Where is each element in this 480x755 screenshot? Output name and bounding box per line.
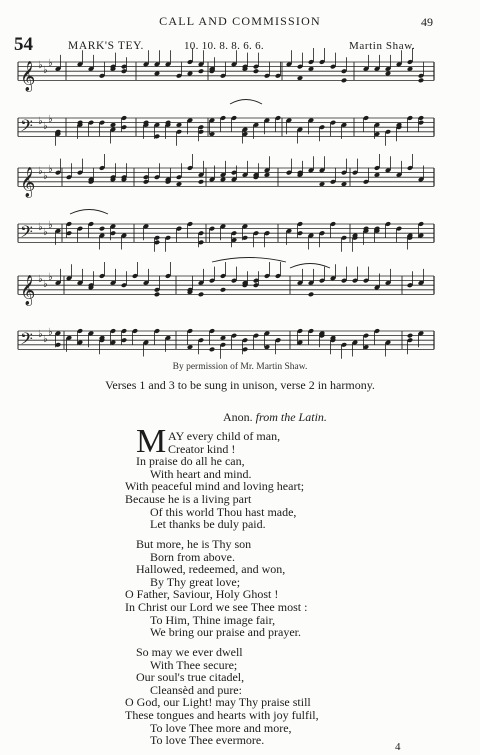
key-signature-flat: ♭ [43,171,48,182]
key-signature-flat: ♭ [43,227,48,238]
clef: 𝄞 [20,275,36,306]
author: Anon. [223,410,253,424]
note-head [154,292,160,298]
clef: 𝄢 [20,115,33,140]
music-score [0,0,480,370]
key-signature-flat: ♭ [48,220,53,231]
verse-line: We bring our praise and prayer. [150,625,301,640]
note-head [407,333,413,339]
verse-line: Creator kind ! [168,441,236,456]
note-head [308,292,314,298]
verse-line: Our soul's true citadel, [136,670,245,685]
verse-line: Cleansèd and pure: [150,682,242,697]
note-head [418,78,424,84]
key-signature-flat: ♭ [38,116,43,127]
verse-line: In Christ our Lord we see Thee most : [125,600,308,614]
slur [290,264,330,269]
verse-line: So may we ever dwell [136,645,243,659]
verse-line: With peaceful mind and loving heart; [125,479,305,494]
verse-line: O God, our Light! may Thy praise still [125,695,311,710]
hymn-number: 54 [14,34,33,55]
key-signature-flat: ♭ [38,166,43,177]
verse-line: O Father, Saviour, Holy Ghost ! [125,587,279,602]
verse-line: Of this world Thou hast made, [150,504,297,519]
verse-line: But more, he is Thy son [136,537,252,551]
note-head [198,68,204,74]
slur [70,210,108,215]
clef: 𝄢 [20,221,33,246]
note-head [198,292,204,298]
note-head [198,179,204,185]
note-head [220,287,226,293]
key-signature-flat: ♭ [43,334,48,345]
note-head [209,347,215,353]
page-number: 49 [421,15,433,29]
verse-line: Born from above. [150,549,235,564]
attribution-source: from the Latin. [255,410,327,424]
key-signature-flat: ♭ [48,272,53,283]
verse-line: Let thanks be duly paid. [150,517,266,532]
key-signature-flat: ♭ [48,164,53,175]
tune-name: MARK'S TEY. [68,40,144,52]
performance-note: Verses 1 and 3 to be sung in unison, verse 2 in harmony. [105,378,375,392]
drop-cap: M [136,423,167,460]
slur [230,100,262,105]
key-signature-flat: ♭ [48,114,53,125]
verse-line: Hallowed, redeemed, and won, [136,562,286,577]
verse-line: These tongues and hearts with joy fulfil, [125,708,319,722]
key-signature-flat: ♭ [43,121,48,132]
clef: 𝄞 [20,167,36,198]
clef: 𝄢 [20,328,33,353]
composer: Martin Shaw. [349,40,416,52]
attribution [223,410,327,425]
note-head [341,78,347,84]
verse-line: To love Thee evermore. [150,733,265,748]
permission-note: By permission of Mr. Martin Shaw. [172,362,308,372]
verse-line: To love Thee more and more, [150,720,292,735]
verse-line: To Him, Thine image fair, [150,612,276,627]
key-signature-flat: ♭ [38,222,43,233]
verse-line: With Thee secure; [150,657,238,672]
verse-line: AY every child of man, [168,429,281,443]
key-signature-flat: ♭ [48,327,53,338]
clef: 𝄞 [20,61,36,92]
verse-line: By Thy great love; [150,574,241,589]
key-signature-flat: ♭ [38,60,43,71]
key-signature-flat: ♭ [43,279,48,290]
verse-line: In praise do all he can, [136,454,245,469]
key-signature-flat: ♭ [48,58,53,69]
meter: 10. 10. 8. 8. 6. 6. [184,40,264,52]
key-signature-flat: ♭ [38,274,43,285]
verse-line: With heart and mind. [150,466,252,481]
key-signature-flat: ♭ [43,65,48,76]
note-head [99,226,105,232]
key-signature-flat: ♭ [38,329,43,340]
note-head [253,68,259,74]
running-head: CALL AND COMMISSION [159,14,321,28]
verse-line: Because he is a living part [125,492,252,506]
signature-mark: 4 [395,741,401,753]
slur [212,258,286,263]
